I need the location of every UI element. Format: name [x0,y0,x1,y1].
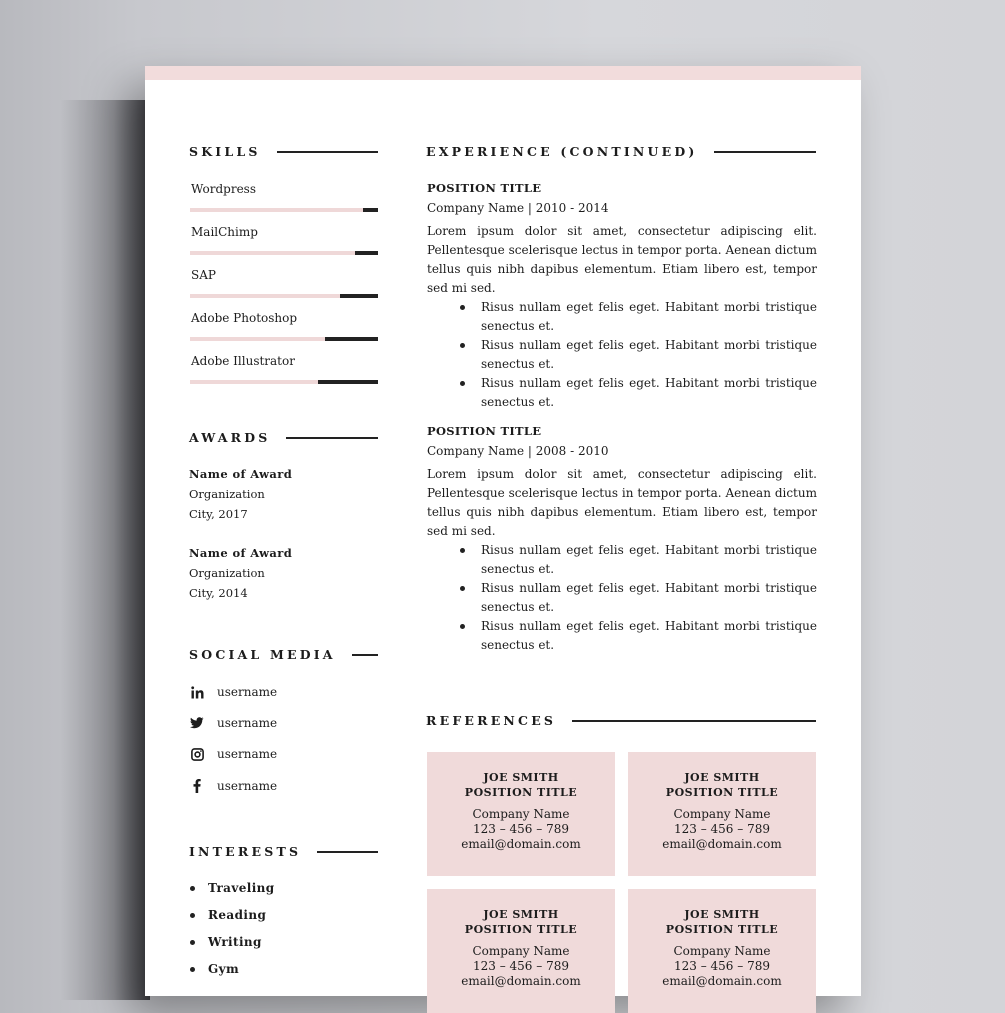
job-bullet: Risus nullam eget felis eget. Habitant morbi tristique senectus et. [481,336,817,374]
skill-bar [190,337,378,341]
social-username: username [217,747,278,761]
skill-name: MailChimp [191,225,258,239]
reference-phone: 123 – 456 – 789 [674,822,770,836]
linkedin-icon [189,684,205,700]
reference-name: JOE SMITH [684,908,760,921]
reference-title: POSITION TITLE [665,923,779,936]
job-company: Company Name | 2010 - 2014 [427,201,609,215]
social-username: username [217,779,278,793]
interest-item: Traveling [190,881,275,895]
job-description: Lorem ipsum dolor sit amet, consectetur adipiscing elit. Pellentesque scelerisque lectus in tempor porta. Aenean dictum tellus quis nibh dapibus elementum. Etiam libero est, tempor sed mi sed. [427,467,817,538]
social-facebook[interactable] [189,778,277,794]
reference-card [427,889,615,1013]
reference-card [628,889,816,1013]
reference-company: Company Name [673,944,771,958]
job-bullet: Risus nullam eget felis eget. Habitant morbi tristique senectus et. [481,617,817,655]
award-place: City, 2017 [189,507,248,521]
social-media-heading: SOCIAL MEDIA [189,647,378,662]
references-heading: REFERENCES [426,713,816,728]
award-place: City, 2014 [189,586,248,600]
award-name: Name of Award [189,546,293,560]
job-bullet: Risus nullam eget felis eget. Habitant morbi tristique senectus et. [481,579,817,617]
accent-top-bar [145,66,861,80]
skill-bar [190,294,378,298]
job-bullet: Risus nullam eget felis eget. Habitant morbi tristique senectus et. [481,374,817,412]
reference-title: POSITION TITLE [464,786,578,799]
social-username: username [217,685,278,699]
job-position-title: POSITION TITLE [427,424,542,438]
social-twitter[interactable] [189,715,277,731]
job-bullet: Risus nullam eget felis eget. Habitant morbi tristique senectus et. [481,541,817,579]
reference-title: POSITION TITLE [665,786,779,799]
job-position-title: POSITION TITLE [427,181,542,195]
social-instagram[interactable] [189,746,277,762]
awards-heading: AWARDS [189,430,378,445]
interest-item: Reading [190,908,266,922]
award-entry [189,464,292,524]
job-bullet: Risus nullam eget felis eget. Habitant morbi tristique senectus et. [481,298,817,336]
award-organization: Organization [189,487,265,501]
resume-page [145,66,861,996]
reference-email[interactable]: email@domain.com [461,974,581,988]
job-entry [427,181,817,412]
skill-name: SAP [191,268,216,282]
skill-bar-fill [363,208,378,212]
job-description: Lorem ipsum dolor sit amet, consectetur adipiscing elit. Pellentesque scelerisque lectus in tempor porta. Aenean dictum tellus quis nibh dapibus elementum. Etiam libero est, tempor sed mi sed. [427,224,817,295]
interests-heading: INTERESTS [189,844,378,859]
reference-email[interactable]: email@domain.com [662,837,782,851]
job-bullets [427,541,817,655]
reference-name: JOE SMITH [684,771,760,784]
social-username: username [217,716,278,730]
page-shadow [60,100,150,1000]
reference-email[interactable]: email@domain.com [461,837,581,851]
reference-company: Company Name [472,807,570,821]
award-entry [189,543,292,603]
job-entry [427,424,817,655]
skill-name: Adobe Illustrator [191,354,295,368]
reference-company: Company Name [673,807,771,821]
twitter-icon [189,715,205,731]
reference-phone: 123 – 456 – 789 [473,822,569,836]
skill-bar-fill [325,337,378,341]
instagram-icon [189,746,205,762]
reference-card [628,752,816,876]
job-bullets [427,298,817,412]
skill-bar-fill [340,294,378,298]
social-linkedin[interactable] [189,684,277,700]
reference-name: JOE SMITH [483,908,559,921]
interest-item: Gym [190,962,239,976]
skills-heading: SKILLS [189,144,378,159]
skill-bar-fill [355,251,378,255]
reference-phone: 123 – 456 – 789 [674,959,770,973]
skill-bar-fill [318,380,378,384]
experience-heading: EXPERIENCE (CONTINUED) [426,144,816,159]
skill-bar [190,380,378,384]
reference-name: JOE SMITH [483,771,559,784]
reference-title: POSITION TITLE [464,923,578,936]
award-name: Name of Award [189,467,293,481]
skill-name: Adobe Photoshop [191,311,298,325]
skill-bar [190,251,378,255]
reference-email[interactable]: email@domain.com [662,974,782,988]
reference-phone: 123 – 456 – 789 [473,959,569,973]
skill-name: Wordpress [191,182,256,196]
skill-bar [190,208,378,212]
reference-card [427,752,615,876]
facebook-icon [189,778,205,794]
interest-item: Writing [190,935,262,949]
job-company: Company Name | 2008 - 2010 [427,444,609,458]
award-organization: Organization [189,566,265,580]
reference-company: Company Name [472,944,570,958]
